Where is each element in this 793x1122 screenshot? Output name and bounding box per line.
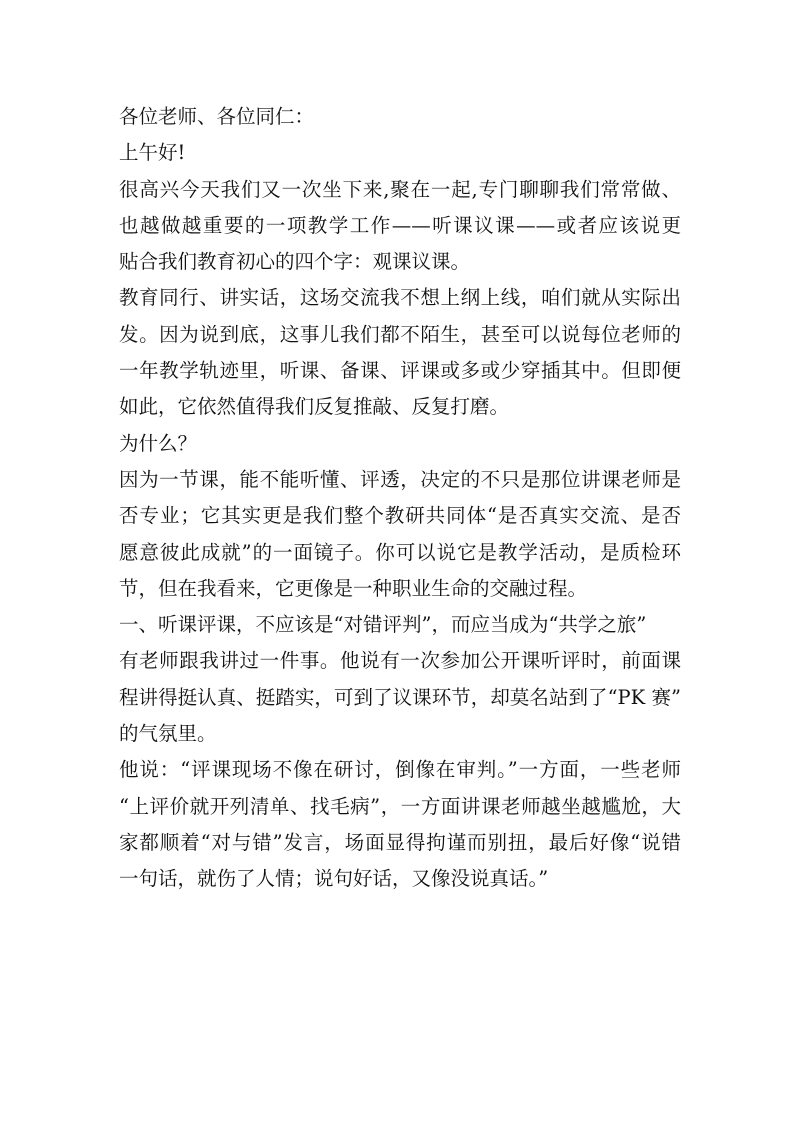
text-line: 一句话，就伤了人情；说句好话，又像没说真话。” bbox=[119, 867, 549, 891]
text-line: 很高兴今天我们又一次坐下来,聚在一起,专门聊聊我们常常做、 bbox=[119, 177, 681, 201]
text-line: 一年教学轨迹里，听课、备课、评课或多或少穿插其中。但即便 bbox=[119, 359, 681, 383]
text-line: 教育同行、讲实话，这场交流我不想上纲上线，咱们就从实际出 bbox=[119, 286, 681, 310]
text-line: 发。因为说到底，这事儿我们都不陌生，甚至可以说每位老师的 bbox=[119, 322, 681, 346]
text-line: “上评价就开列清单、找毛病”，一方面讲课老师越坐越尴尬，大 bbox=[119, 794, 681, 818]
text-line: 如此，它依然值得我们反复推敲、反复打磨。 bbox=[119, 395, 510, 419]
text-line: 愿意彼此成就”的一面镜子。你可以说它是教学活动，是质检环 bbox=[119, 540, 681, 564]
section-heading: 一、听课评课，不应该是“对错评判”，而应当成为“共学之旅” bbox=[119, 613, 647, 637]
text-line: 节，但在我看来，它更像是一种职业生命的交融过程。 bbox=[119, 576, 588, 600]
text-line: 的气氛里。 bbox=[119, 722, 217, 746]
text-line: 他说：“评课现场不像在研讨，倒像在审判。”一方面，一些老师 bbox=[119, 758, 681, 782]
text-line: 也越做越重要的一项教学工作——听课议课——或者应该说更 bbox=[119, 213, 681, 237]
text-line: 有老师跟我讲过一件事。他说有一次参加公开课听评时，前面课 bbox=[119, 649, 681, 673]
text-line: 程讲得挺认真、挺踏实，可到了议课环节，却莫名站到了“PK 赛” bbox=[119, 685, 681, 709]
salutation: 各位老师、各位同仁： bbox=[119, 105, 315, 128]
text-line: 因为一节课，能不能听懂、评透，决定的不只是那位讲课老师是 bbox=[119, 467, 681, 491]
text-line: 否专业；它其实更是我们整个教研共同体“是否真实交流、是否 bbox=[119, 504, 681, 528]
text-line: 家都顺着“对与错”发言，场面显得拘谨而别扭，最后好像“说错 bbox=[119, 830, 681, 854]
text-line: 为什么？ bbox=[119, 431, 198, 455]
text-line: 贴合我们教育初心的四个字：观课议课。 bbox=[119, 250, 471, 274]
greeting: 上午好! bbox=[119, 141, 186, 165]
speech-body bbox=[119, 99, 681, 898]
